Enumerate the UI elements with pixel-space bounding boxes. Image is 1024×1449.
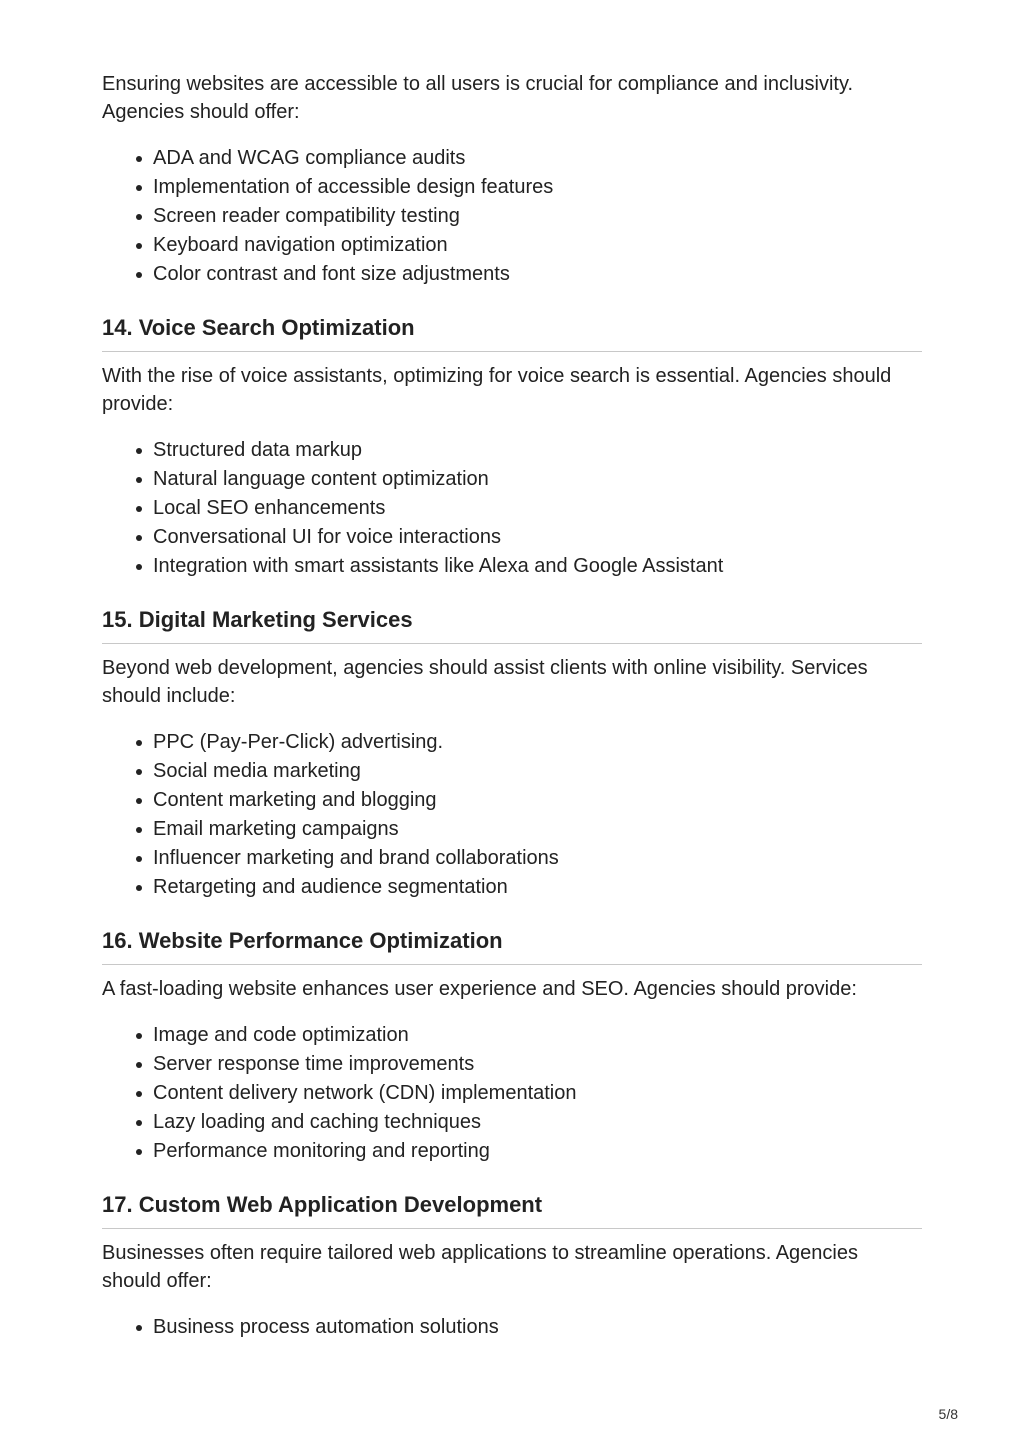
list-item: Image and code optimization (153, 1021, 922, 1050)
section-list (102, 728, 922, 902)
list-item: Content marketing and blogging (153, 786, 922, 815)
section-paragraph: A fast-loading website enhances user experience and SEO. Agencies should provide: (102, 978, 857, 1000)
list-item: Screen reader compatibility testing (153, 202, 922, 231)
list-item: Lazy loading and caching techniques (153, 1108, 922, 1137)
intro-paragraph: Ensuring websites are accessible to all users is crucial for compliance and inclusivity. Agencies should offer: (102, 73, 854, 123)
document-page (102, 70, 922, 1342)
section-list (102, 436, 922, 581)
list-item: ADA and WCAG compliance audits (153, 144, 922, 173)
list-item: Performance monitoring and reporting (153, 1137, 922, 1166)
list-item: Server response time improvements (153, 1050, 922, 1079)
list-item: Local SEO enhancements (153, 494, 922, 523)
section-paragraph: Businesses often require tailored web applications to streamline operations. Agencies should offer: (102, 1242, 858, 1292)
section-paragraph: With the rise of voice assistants, optimizing for voice search is essential. Agencies should provide: (102, 365, 892, 415)
section-heading-performance: 16. Website Performance Optimization (102, 926, 922, 965)
list-item: Structured data markup (153, 436, 922, 465)
list-item: Integration with smart assistants like Alexa and Google Assistant (153, 552, 922, 581)
section-heading-digital-marketing: 15. Digital Marketing Services (102, 605, 922, 644)
page-number: 5/8 (938, 1406, 958, 1422)
list-item: Influencer marketing and brand collaborations (153, 844, 922, 873)
section-paragraph: Beyond web development, agencies should assist clients with online visibility. Services should include: (102, 657, 868, 707)
list-item: Email marketing campaigns (153, 815, 922, 844)
list-item: Keyboard navigation optimization (153, 231, 922, 260)
list-item: Implementation of accessible design features (153, 173, 922, 202)
section-list (102, 1021, 922, 1166)
section-heading-voice-search: 14. Voice Search Optimization (102, 313, 922, 352)
list-item: Business process automation solutions (153, 1313, 922, 1342)
list-item: PPC (Pay-Per-Click) advertising. (153, 728, 922, 757)
list-item: Color contrast and font size adjustments (153, 260, 922, 289)
list-item: Social media marketing (153, 757, 922, 786)
list-item: Natural language content optimization (153, 465, 922, 494)
intro-list (102, 144, 922, 289)
section-list (102, 1313, 922, 1342)
list-item: Content delivery network (CDN) implementation (153, 1079, 922, 1108)
list-item: Retargeting and audience segmentation (153, 873, 922, 902)
section-heading-custom-web-app: 17. Custom Web Application Development (102, 1190, 922, 1229)
list-item: Conversational UI for voice interactions (153, 523, 922, 552)
